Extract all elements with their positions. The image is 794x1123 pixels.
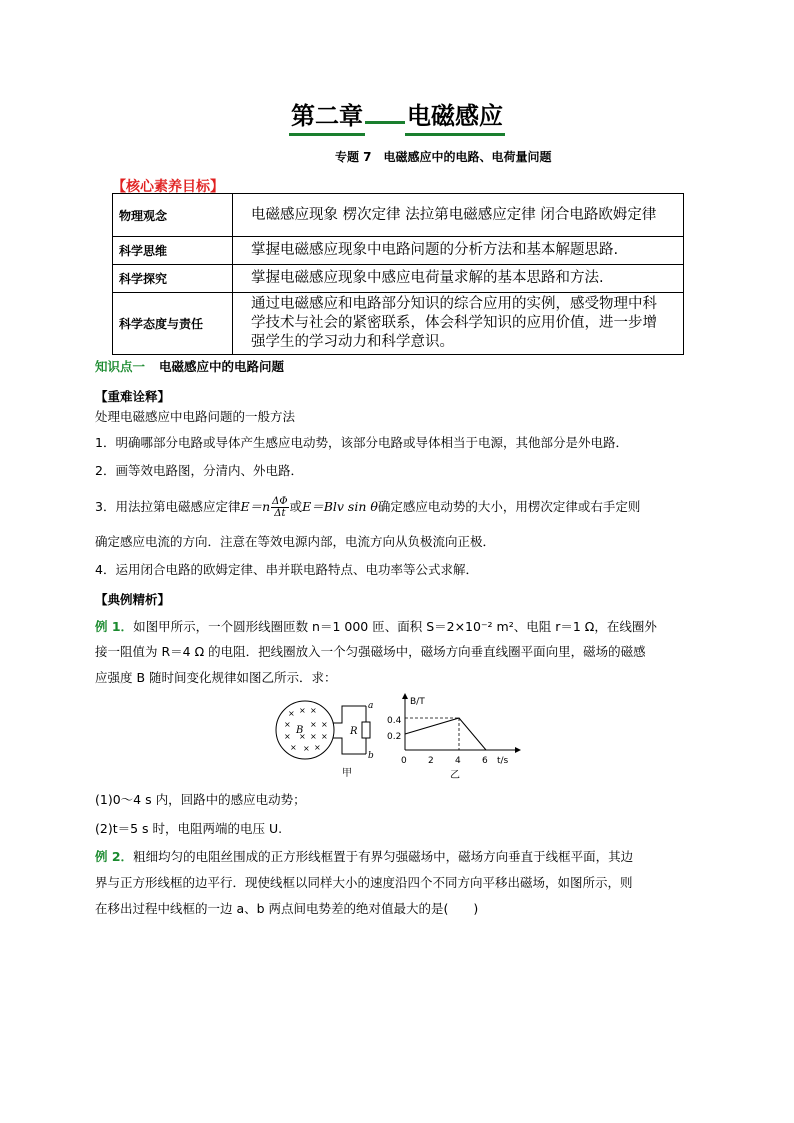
core-goals-label: 【核心素养目标】: [112, 179, 224, 195]
formula-e: E＝n: [240, 499, 271, 514]
svg-text:×: ×: [290, 743, 297, 752]
resistor: [362, 722, 370, 738]
svg-text:×: ×: [310, 732, 317, 741]
knowledge-heading: [95, 359, 284, 375]
b-t-curve: [405, 718, 486, 750]
knowledge-title: 电磁感应中的电路问题: [159, 359, 285, 374]
table-row: [113, 194, 684, 237]
terminal-b-label: b: [368, 751, 374, 761]
svg-text:×: ×: [321, 732, 328, 741]
x-tick-label: 2: [428, 756, 434, 766]
ex1-line2: 接一阻值为 R＝4 Ω 的电阻．把线圈放入一个匀强磁场中，磁场方向垂直线圈平面向里，磁场的磁感: [95, 644, 646, 659]
table-row: [113, 265, 684, 293]
step-3: [95, 492, 705, 522]
resistor-label: R: [350, 726, 358, 737]
step-3-or: 或: [289, 499, 303, 514]
step-1: 1．明确哪部分电路或导体产生感应电动势，该部分电路或导体相当于电源，其他部分是外电路．: [95, 435, 628, 450]
lead-top: [333, 706, 366, 723]
ex1-label: 例 1．: [95, 619, 134, 634]
fraction-denominator: Δt: [274, 508, 286, 519]
svg-text:×: ×: [314, 743, 321, 752]
x-axis-arrow: [515, 747, 521, 753]
svg-text:×: ×: [321, 720, 328, 729]
example-label: 【典例精析】: [95, 592, 171, 607]
core-goals-table: [112, 193, 684, 355]
formula-blv: E＝Blv sin θ: [302, 499, 378, 514]
ex2-text: 粗细均匀的电阻丝围成的正方形线框置于有界匀强磁场中，磁场方向垂直于线框平面，其边: [133, 849, 634, 864]
x-tick-label: 6: [482, 756, 488, 766]
ex1-question-2: (2)t＝5 s 时，电阻两端的电压 U.: [95, 821, 283, 836]
chapter-name: 电磁感应: [405, 96, 505, 136]
svg-text:×: ×: [284, 732, 291, 741]
fraction: [271, 496, 288, 519]
x-tick-label: 4: [455, 756, 461, 766]
figure-caption-right: 乙: [450, 770, 460, 781]
figure-caption-left: 甲: [342, 768, 352, 779]
table-row: [113, 293, 684, 355]
step-2: 2．画等效电路图，分清内、外电路．: [95, 463, 303, 478]
step-3-text-b: 确定感应电动势的大小，用楞次定律或右手定则: [377, 499, 641, 514]
goal-key: 科学探究: [113, 265, 233, 293]
svg-text:×: ×: [288, 709, 295, 718]
ex2-line3: 在移出过程中线框的一边 a、b 两点间电势差的绝对值最大的是( ): [95, 901, 479, 916]
goal-key: 物理观念: [113, 194, 233, 237]
y-axis-label: B/T: [410, 697, 425, 707]
ex1-line3: 应强度 B 随时间变化规律如图乙所示．求：: [95, 670, 337, 685]
knowledge-label: 知识点一: [95, 359, 146, 374]
svg-text:×: ×: [284, 720, 291, 729]
step-3-cont: 确定感应电流的方向．注意在等效电源内部，电流方向从负极流向正极．: [95, 534, 496, 549]
ex2-label: 例 2．: [95, 849, 134, 864]
ex2-line2: 界与正方形线框的边平行．现使线框以同样大小的速度沿四个不同方向平移出磁场，如图所示，则: [95, 875, 633, 890]
fraction-numerator: ΔΦ: [272, 496, 288, 507]
svg-text:×: ×: [310, 706, 317, 715]
svg-text:×: ×: [303, 744, 310, 753]
y-tick-label: 0.4: [387, 716, 402, 726]
terminal-a-label: a: [368, 701, 374, 711]
svg-text:×: ×: [310, 720, 317, 729]
y-tick-label: 0.2: [387, 732, 402, 742]
svg-text:×: ×: [299, 706, 306, 715]
ex1-text: 如图甲所示，一个圆形线圈匝数 n＝1 000 匝、面积 S＝2×10⁻² m²、电阻 r＝1 Ω，在线圈外: [133, 619, 657, 634]
goal-value: 掌握电磁感应现象中感应电荷量求解的基本思路和方法.: [233, 265, 684, 293]
y-axis-arrow: [402, 693, 408, 699]
field-cross-marks: [284, 706, 328, 753]
example1-figure: [270, 692, 530, 782]
chapter-number: 第二章: [289, 96, 365, 136]
topic-subtitle: 专题 7 电磁感应中的电路、电荷量问题: [335, 150, 552, 164]
x-tick-label: 0: [401, 756, 407, 766]
field-b-label: B: [296, 725, 304, 736]
goal-value: 掌握电磁感应现象中电路问题的分析方法和基本解题思路.: [233, 237, 684, 265]
goal-key: 科学思维: [113, 237, 233, 265]
step-3-text: 3．用法拉第电磁感应定律: [95, 499, 241, 514]
focus-label: 【重难诠释】: [95, 389, 171, 404]
method-title: 处理电磁感应中电路问题的一般方法: [95, 409, 296, 424]
goal-value: 通过电磁感应和电路部分知识的综合应用的实例，感受物理中科学技术与社会的紧密联系，体会科学知识的应用价值，进一步增强学生的学习动力和科学意识。: [233, 293, 684, 355]
lead-bottom: [333, 738, 366, 754]
goal-key: 科学态度与责任: [113, 293, 233, 355]
step-4: 4．运用闭合电路的欧姆定律、串并联电路特点、电功率等公式求解．: [95, 562, 478, 577]
svg-text:×: ×: [299, 732, 306, 741]
table-row: [113, 237, 684, 265]
goal-value: 电磁感应现象 楞次定律 法拉第电磁感应定律 闭合电路欧姆定律: [233, 194, 684, 237]
chapter-title: [0, 96, 794, 136]
x-axis-label: t/s: [497, 756, 509, 766]
ex1-question-1: (1)0～4 s 内，回路中的感应电动势；: [95, 792, 306, 807]
